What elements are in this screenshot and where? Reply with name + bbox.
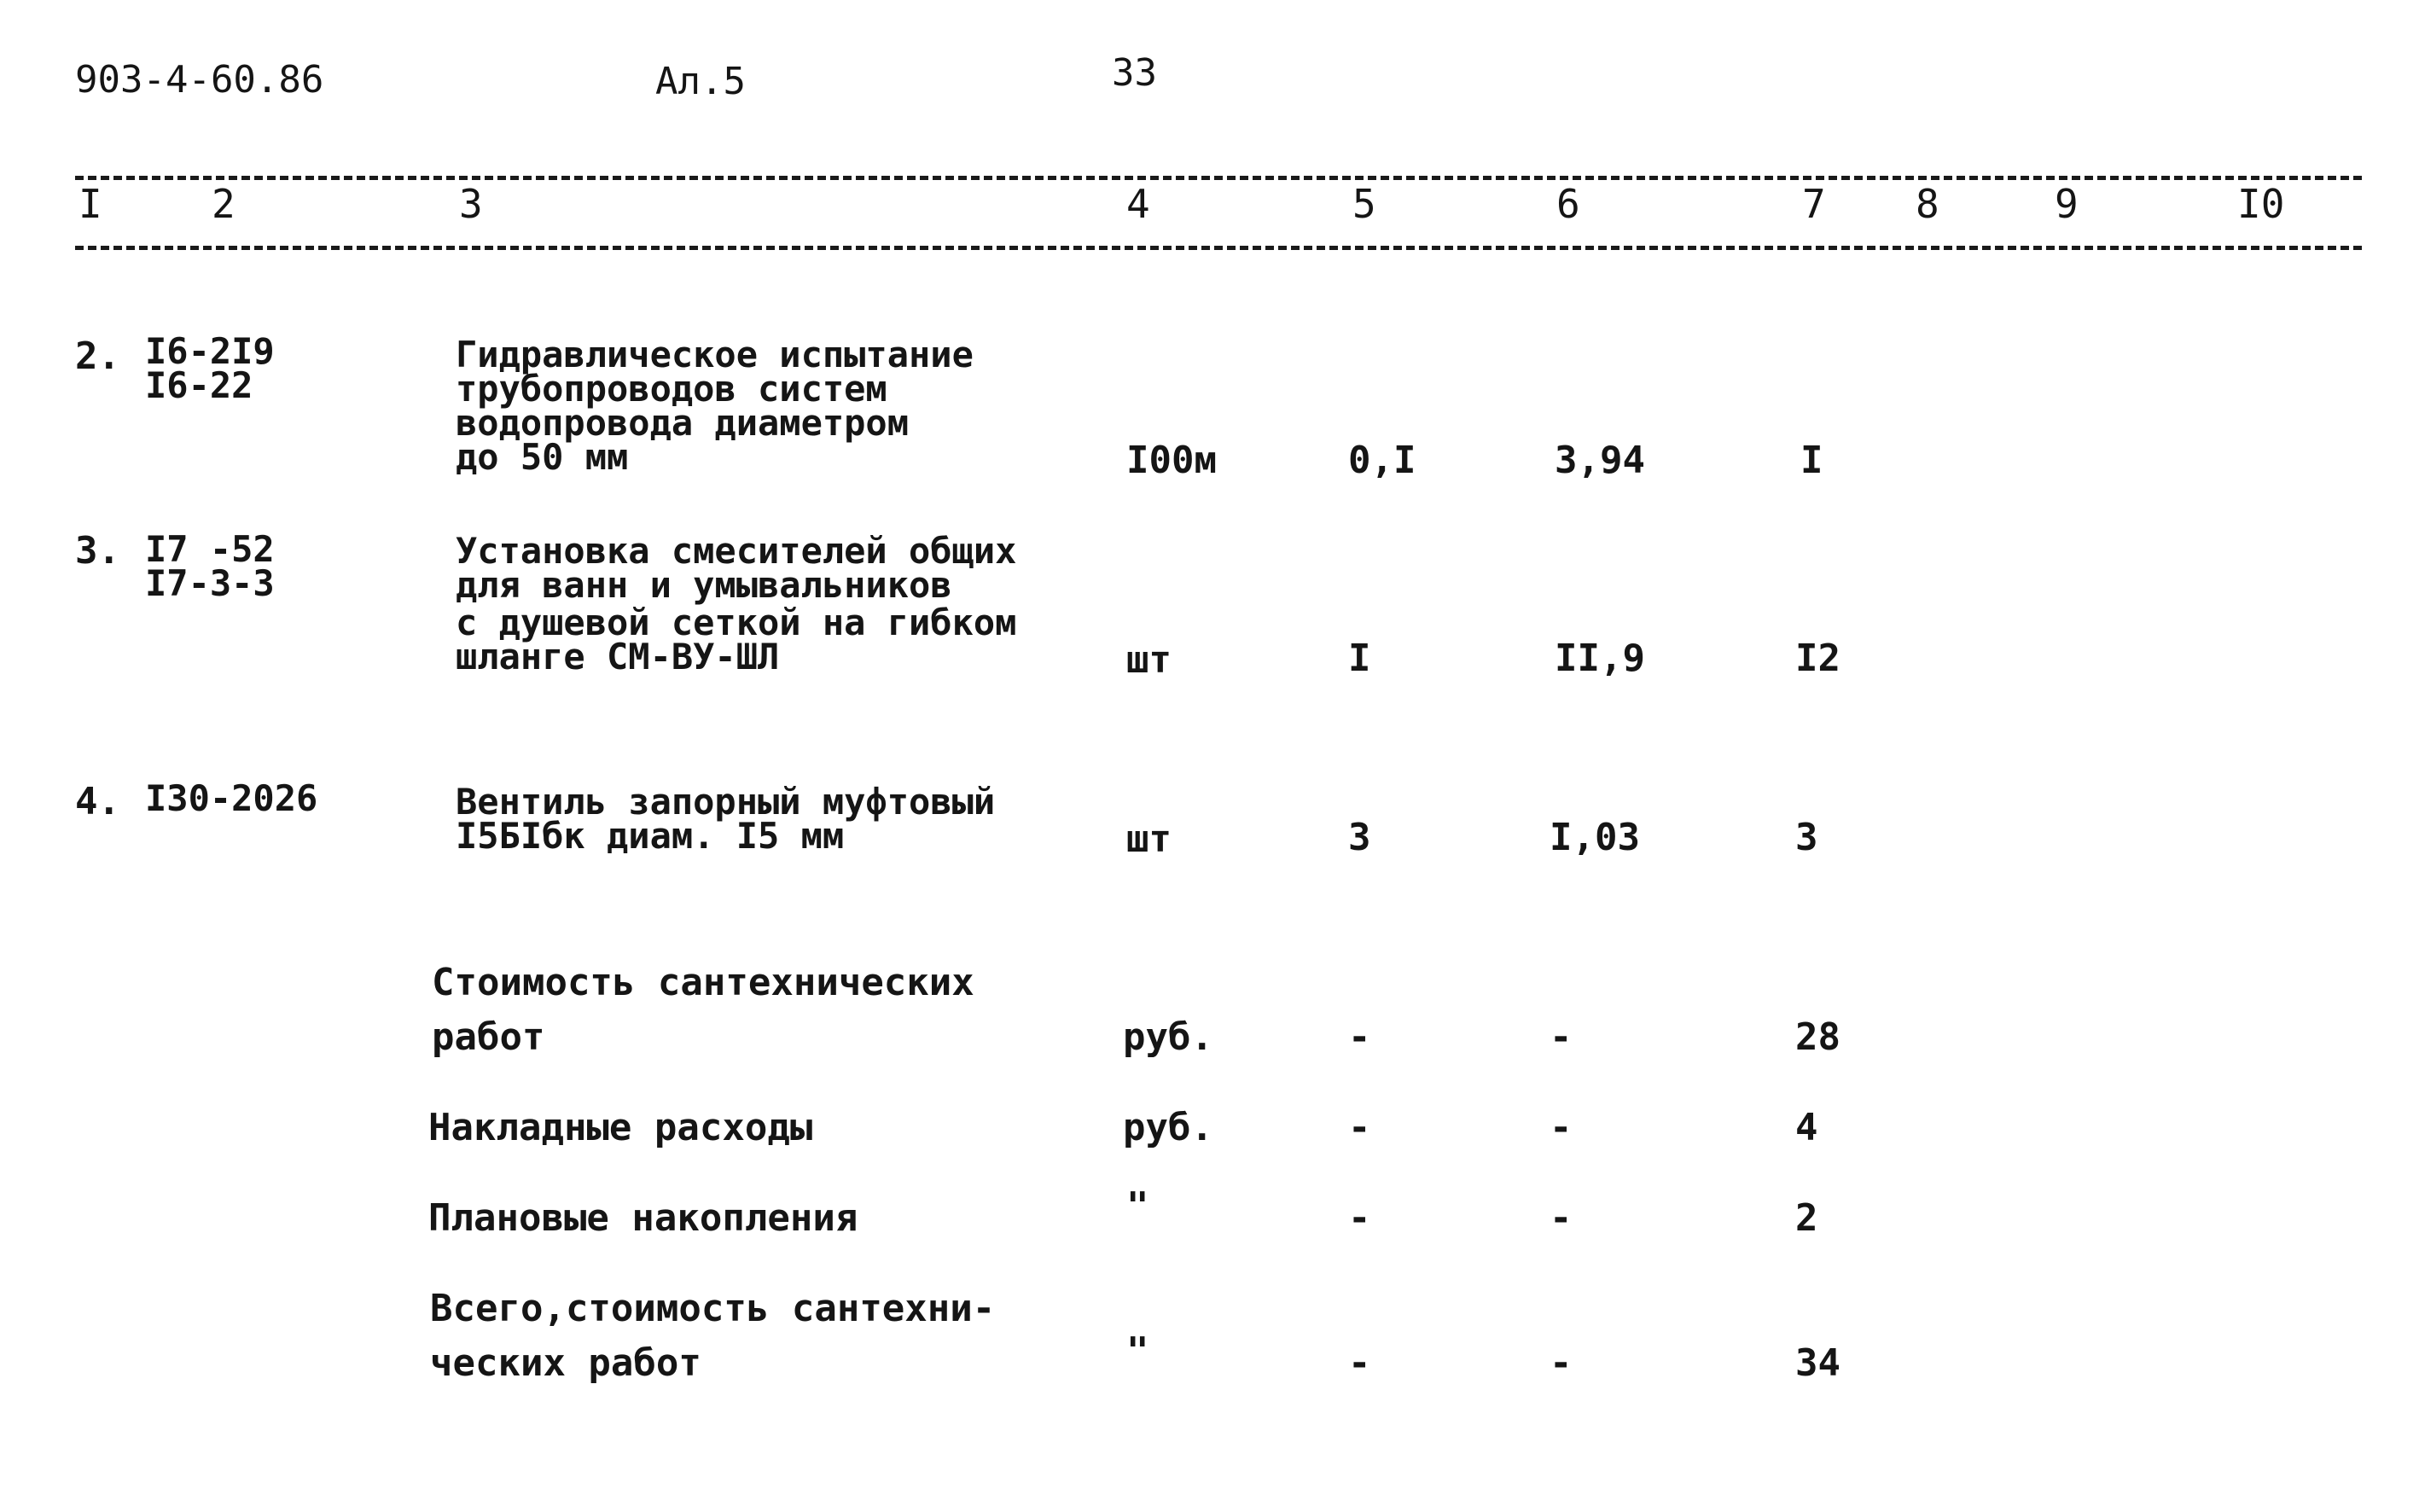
summary-total: 2 <box>1795 1196 1818 1240</box>
column-header-10: I0 <box>2237 181 2285 227</box>
summary-total: 4 <box>1795 1106 1818 1149</box>
unit-cell: I00м <box>1126 439 1217 482</box>
summary-unit: руб. <box>1123 1015 1213 1059</box>
document-code: 903-4-60.86 <box>75 58 324 102</box>
summary-label: Всего,стоимость сантехни- <box>430 1287 996 1330</box>
rate-code: I6-22 <box>145 364 253 406</box>
summary-price: - <box>1550 1015 1573 1059</box>
column-header-4: 4 <box>1126 181 1150 227</box>
quantity-cell: I <box>1348 637 1371 680</box>
summary-price: - <box>1550 1106 1573 1149</box>
summary-label: Накладные расходы <box>428 1106 813 1149</box>
unit-cell: шт <box>1126 817 1172 861</box>
summary-qty: - <box>1348 1106 1371 1149</box>
summary-unit: руб. <box>1123 1106 1213 1149</box>
column-header-1: I <box>79 181 102 227</box>
work-description: для ванн и умывальников <box>456 564 952 606</box>
summary-label: Плановые накопления <box>428 1196 858 1240</box>
column-header-6: 6 <box>1556 181 1580 227</box>
page-number: 33 <box>1112 51 1157 95</box>
work-description: I5БIбк диам. I5 мм <box>456 815 845 857</box>
column-header-7: 7 <box>1802 181 1826 227</box>
work-description: шланге СМ-ВУ-ШЛ <box>456 636 780 677</box>
column-header-8: 8 <box>1916 181 1939 227</box>
summary-unit: " <box>1126 1184 1149 1228</box>
work-description: Вентиль запорный муфтовый <box>456 781 996 823</box>
work-description: с душевой сеткой на гибком <box>456 602 1017 643</box>
summary-total: 34 <box>1795 1341 1840 1385</box>
summary-total: 28 <box>1795 1015 1840 1059</box>
work-description: до 50 мм <box>456 436 629 478</box>
summary-qty: - <box>1348 1015 1371 1059</box>
column-header-9: 9 <box>2055 181 2079 227</box>
work-description: трубопроводов систем <box>456 368 887 410</box>
row-number: 4. <box>75 780 120 823</box>
summary-price: - <box>1550 1341 1573 1385</box>
total-cell: I2 <box>1795 637 1840 680</box>
price-cell: II,9 <box>1555 637 1645 680</box>
quantity-cell: 0,I <box>1348 439 1416 482</box>
rate-code: I30-2026 <box>145 777 318 819</box>
header-rule-top <box>75 176 2362 180</box>
quantity-cell: 3 <box>1348 816 1371 859</box>
header-rule-bottom <box>75 246 2362 250</box>
work-description: водопровода диаметром <box>456 402 910 444</box>
rate-code: I7 -52 <box>145 528 275 570</box>
unit-cell: шт <box>1126 638 1172 682</box>
row-number: 2. <box>75 334 120 378</box>
summary-qty: - <box>1348 1341 1371 1385</box>
work-description: Установка смесителей общих <box>456 530 1017 572</box>
column-header-3: 3 <box>459 181 483 227</box>
summary-qty: - <box>1348 1196 1371 1240</box>
work-description: Гидравлическое испытание <box>456 334 974 375</box>
rate-code: I6-2I9 <box>145 330 275 372</box>
total-cell: I <box>1800 439 1823 482</box>
summary-unit: " <box>1126 1329 1149 1373</box>
price-cell: I,03 <box>1550 816 1640 859</box>
price-cell: 3,94 <box>1555 439 1645 482</box>
album-label: Ал.5 <box>655 60 746 103</box>
summary-label: работ <box>432 1015 545 1059</box>
total-cell: 3 <box>1795 816 1818 859</box>
summary-price: - <box>1550 1196 1573 1240</box>
column-header-5: 5 <box>1352 181 1376 227</box>
rate-code: I7-3-3 <box>145 562 275 604</box>
summary-label: ческих работ <box>430 1341 701 1385</box>
column-header-2: 2 <box>212 181 236 227</box>
row-number: 3. <box>75 529 120 573</box>
summary-label: Стоимость сантехнических <box>432 961 974 1004</box>
